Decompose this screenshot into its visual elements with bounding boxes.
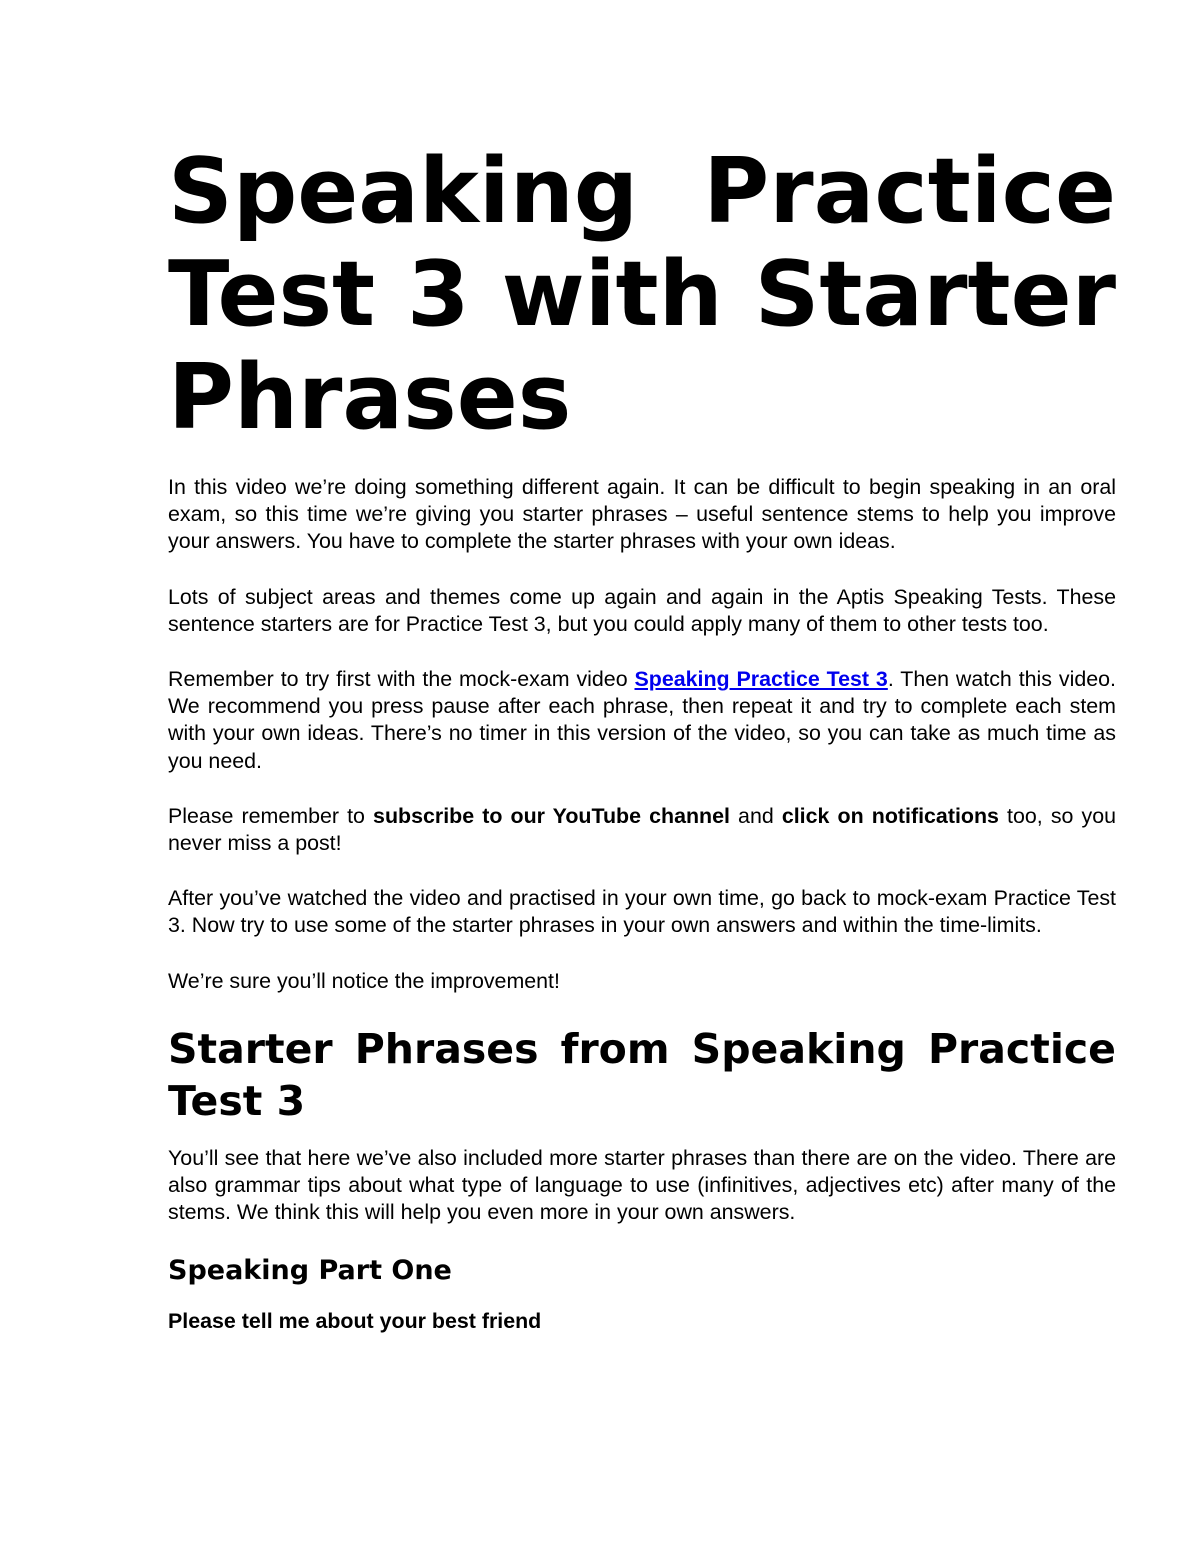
part-one-question: Please tell me about your best friend	[168, 1309, 542, 1334]
section-paragraph-1: You’ll see that here we’ve also included more starter phrases than there are on the video. There are also grammar tips about what type of language to use (infinitives, adjectives etc) after many of the stems. We think this will help you even more in your own answers.	[168, 1145, 1116, 1225]
section-heading: Starter Phrases from Speaking Practice Test 3	[168, 1024, 1116, 1125]
subscribe-emphasis: subscribe to our YouTube channel	[373, 803, 730, 828]
intro-paragraph-4	[168, 803, 1116, 857]
intro-paragraph-5: After you’ve watched the video and practised in your own time, go back to mock-exam Practice Test 3. Now try to use some of the starter phrases in your own answers and within the time-limits.	[168, 886, 1116, 938]
intro-paragraph-3-start: Remember to try first with the mock-exam video	[168, 667, 635, 692]
intro-paragraph-4-a: Please remember to	[168, 803, 374, 828]
page-title: Speaking Practice Test 3 with Starter Phrases	[168, 139, 1116, 450]
intro-paragraph-3	[168, 666, 1116, 775]
intro-paragraph-1: In this video we’re doing something different again. It can be difficult to begin speaking in an oral exam, so this time we’re giving you starter phrases – useful sentence stems to help you improve your answers. You have to complete the starter phrases with your own ideas.	[168, 475, 1116, 554]
document-page	[168, 140, 1116, 1335]
intro-paragraph-3-end: . Then watch this video. We recommend you press pause after each phrase, then repeat it and try to complete each stem with your own ideas. There’s no timer in this version of the video, so you can take as much time as you need.	[168, 667, 1116, 773]
notifications-emphasis: click on notifications	[781, 803, 999, 828]
intro-paragraph-2: Lots of subject areas and themes come up again and again in the Aptis Speaking Tests. These sentence starters are for Practice Test 3, but you could apply many of them to other tests too.	[168, 584, 1116, 636]
intro-paragraph-4-b: and	[729, 803, 782, 828]
intro-paragraph-6: We’re sure you’ll notice the improvement!	[168, 968, 560, 993]
speaking-practice-test-3-link[interactable]: Speaking Practice Test 3	[634, 667, 888, 692]
intro-paragraph-4-c: too, so you never miss a post!	[168, 803, 1117, 856]
part-one-heading: Speaking Part One	[168, 1255, 452, 1287]
